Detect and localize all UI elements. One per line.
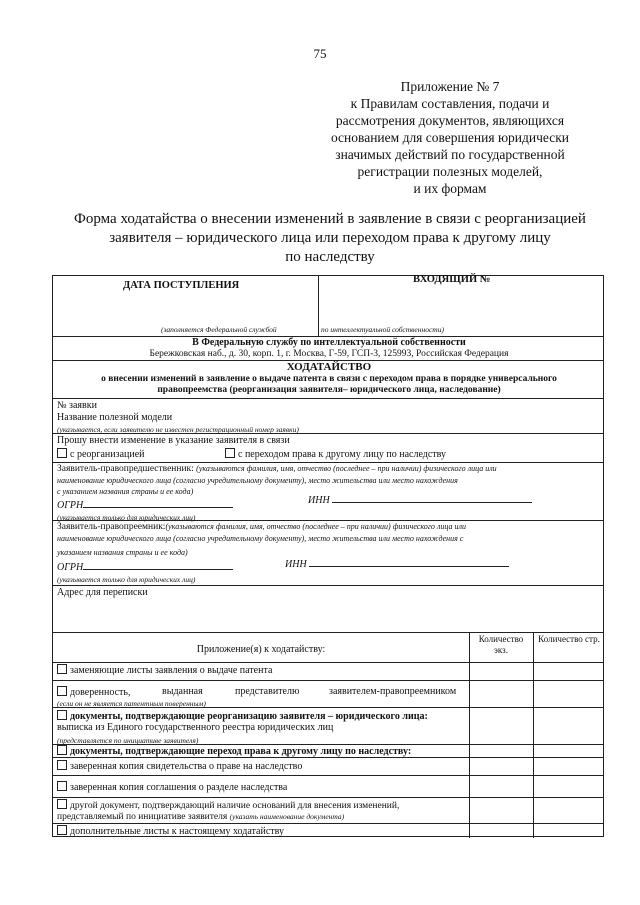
attachment-subtext: представляемый по инициативе заявителя xyxy=(57,812,228,822)
legal-entity-note: (указывается только для юридических лиц) xyxy=(57,575,196,584)
addressee-line2: Бережковская наб., д. 30, корп. 1, г. Москва, Г-59, ГСП-3, 125993, Российская Федерация xyxy=(149,349,509,359)
attachment-note: (представляется по инициативе заявителя) xyxy=(57,736,199,745)
divider xyxy=(53,433,603,434)
addressee-line1: В Федеральную службу по интеллектуальной собственности xyxy=(192,337,466,348)
attachment-label: дополнительные листы к настоящему ходатайству xyxy=(70,826,285,837)
inn-field[interactable] xyxy=(309,566,509,567)
attachment-label: документы, подтверждающие реорганизацию заявителя – юридического лица: xyxy=(70,711,428,722)
appendix-line: регистрации полезных моделей, xyxy=(357,164,543,179)
appendix-line: рассмотрения документов, являющихся xyxy=(335,113,565,128)
request-text: Прошу внести изменение в указание заявителя в связи xyxy=(57,435,290,446)
option-reorganization[interactable] xyxy=(57,448,145,461)
incoming-label: ВХОДЯЩИЙ № xyxy=(413,274,491,285)
attachment-item[interactable] xyxy=(57,825,284,838)
attachment-label: заменяющие листы заявления о выдаче патента xyxy=(70,665,273,676)
divider xyxy=(53,797,603,798)
attachment-label: другой документ, подтверждающий наличие оснований для внесения изменений, xyxy=(70,801,400,811)
application-name-note: (указывается, если заявителю не известен регистрационный номер заявки) xyxy=(57,425,299,434)
petition-form xyxy=(52,275,604,837)
appendix-line: Приложение № 7 xyxy=(400,79,500,94)
fill-note-left: (заполняется Федеральной службой xyxy=(161,325,277,334)
attachment-item[interactable] xyxy=(57,760,302,773)
ogrn-label: ОГРН xyxy=(57,562,84,573)
pages-column-header: Количество стр. xyxy=(538,634,600,644)
form-title-line: заявителя – юридического лица или переходом права к другому лицу xyxy=(109,230,551,246)
divider xyxy=(53,662,603,663)
reorganization-checkbox[interactable] xyxy=(57,448,67,458)
attachment-checkbox[interactable] xyxy=(57,799,67,809)
ogrn-field[interactable] xyxy=(83,507,233,508)
attachment-label: доверенность, xyxy=(70,687,131,698)
appendix-heading xyxy=(300,78,600,197)
attachment-checkbox[interactable] xyxy=(57,825,67,835)
inn-label: ИНН xyxy=(285,559,307,570)
predecessor-ogrn[interactable] xyxy=(57,500,233,512)
predecessor-note: (указываются фамилия, имя, отчество (последнее – при наличии) физического лица или xyxy=(196,464,497,473)
page-number: 75 xyxy=(313,46,327,61)
correspondence-address-label: Адрес для переписки xyxy=(57,587,148,598)
attachment-checkbox[interactable] xyxy=(57,664,67,674)
predecessor-label: Заявитель-правопредшественник: xyxy=(57,464,194,474)
divider xyxy=(53,707,603,708)
successor-label: Заявитель-правопреемник: xyxy=(57,522,166,532)
legal-entity-note: (указывается только для юридических лиц) xyxy=(57,513,196,522)
copies-column-header: Количество экз. xyxy=(478,634,524,655)
petition-subtitle: правопреемства (реорганизация заявителя– юридического лица, наследование) xyxy=(157,385,501,395)
option-label: с реорганизацией xyxy=(70,449,145,460)
form-title-line: Форма ходатайства о внесении изменений в заявление в связи с реорганизацией xyxy=(74,211,586,227)
attachment-subtext: выписка из Единого государственного реестра юридических лиц xyxy=(57,722,334,733)
petition-title: ХОДАТАЙСТВО xyxy=(286,361,372,373)
form-title xyxy=(40,210,620,267)
divider xyxy=(53,398,603,399)
attachment-checkbox[interactable] xyxy=(57,710,67,720)
fill-note-right: по интеллектуальной собственности) xyxy=(321,325,444,334)
divider xyxy=(53,775,603,776)
attachment-label: заявителем-правопреемником xyxy=(329,686,457,697)
utility-model-name-label: Название полезной модели xyxy=(57,412,173,423)
appendix-line: к Правилам составления, подачи и xyxy=(350,96,550,111)
appendix-line: значимых действий по государственной xyxy=(335,147,565,162)
petition-subtitle: о внесении изменений в заявление о выдаче патента в связи с переходом права в порядке универсального xyxy=(101,374,557,384)
divider xyxy=(318,276,319,336)
divider xyxy=(53,757,603,758)
attachment-checkbox[interactable] xyxy=(57,760,67,770)
successor-line1 xyxy=(57,521,466,533)
predecessor-note: с указанием названия страны и ее кода) xyxy=(57,487,194,496)
predecessor-note: наименование юридического лица (согласно учредительному документу), место жительства или место нахождения xyxy=(57,476,458,485)
attachment-item[interactable] xyxy=(57,664,272,677)
attachment-note: (если он не является патентным поверенным) xyxy=(57,699,206,708)
attachment-checkbox[interactable] xyxy=(57,781,67,791)
inn-label: ИНН xyxy=(308,495,330,506)
appendix-line: основанием для совершения юридически xyxy=(330,130,570,145)
divider xyxy=(53,632,603,633)
successor-ogrn[interactable] xyxy=(57,562,233,574)
inheritance-checkbox[interactable] xyxy=(225,448,235,458)
attachment-label: заверенная копия свидетельства о праве на наследство xyxy=(70,761,303,772)
successor-note: наименование юридического лица (согласно учредительному документу), место жительства или место нахождения с xyxy=(57,534,464,543)
option-label: с переходом права к другому лицу по наследству xyxy=(238,449,447,460)
divider xyxy=(53,680,603,681)
successor-note: (указываются фамилия, имя, отчество (последнее – при наличии) физического лица или xyxy=(165,522,466,531)
attachment-label: заверенная копия соглашения о разделе наследства xyxy=(70,782,288,793)
attachment-item[interactable] xyxy=(57,781,287,794)
divider xyxy=(53,823,603,824)
attachment-checkbox[interactable] xyxy=(57,686,67,696)
inn-field[interactable] xyxy=(332,502,532,503)
attachment-label: выданная xyxy=(162,686,203,697)
option-inheritance[interactable] xyxy=(225,448,446,461)
application-number-label: № заявки xyxy=(57,400,97,411)
predecessor-line1 xyxy=(57,463,497,475)
attachment-label: представителю xyxy=(235,686,300,697)
attachment-label: документы, подтверждающие переход права к другому лицу по наследству: xyxy=(70,746,412,757)
successor-note: указанием названия страны и ее кода) xyxy=(57,548,188,557)
predecessor-inn[interactable] xyxy=(308,495,532,507)
attachment-note: (указать наименование документа) xyxy=(229,812,345,821)
appendix-line: и их формам xyxy=(413,181,487,196)
form-title-line: по наследству xyxy=(285,249,375,265)
divider xyxy=(53,585,603,586)
ogrn-label: ОГРН xyxy=(57,500,84,511)
attachments-header: Приложение(я) к ходатайству: xyxy=(196,644,326,655)
date-label: ДАТА ПОСТУПЛЕНИЯ xyxy=(123,280,240,291)
attachment-subtext-line xyxy=(57,811,344,823)
ogrn-field[interactable] xyxy=(83,569,233,570)
successor-inn[interactable] xyxy=(285,559,509,571)
attachment-checkbox[interactable] xyxy=(57,745,67,755)
